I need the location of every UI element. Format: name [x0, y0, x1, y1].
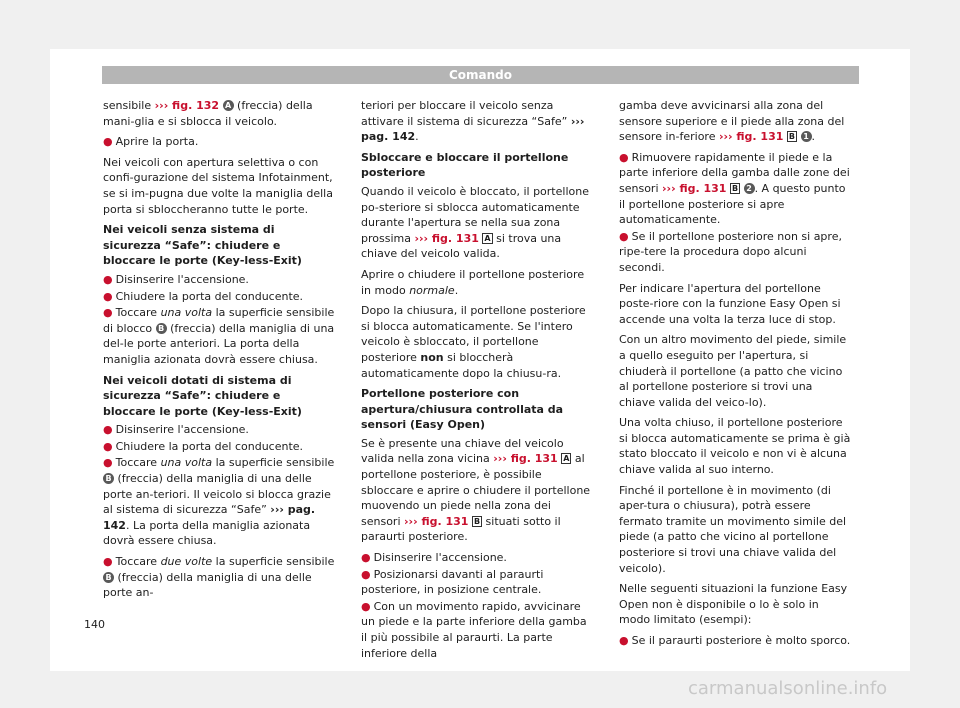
- paragraph: Nei veicoli con apertura selettiva o con confi-gurazione del sistema Infotainment, se si im-pugna due volte la maniglia della porta si sbloccheranno tutte le porte.: [103, 155, 333, 216]
- figure-letter-tag: A: [484, 233, 491, 243]
- callout-badge: B: [103, 572, 114, 583]
- bullet-item: ● Chiudere la porta del conducente.: [103, 439, 304, 453]
- figure-letter-tag: B: [788, 132, 796, 142]
- paragraph: gamba deve avvicinarsi alla zona del sensore superiore e il piede alla zona del sensore in-feriore ››› fig. 131 B 1 .: [619, 99, 845, 144]
- bullet-icon: ●: [361, 567, 371, 581]
- callout-badge: A: [223, 100, 234, 111]
- bullet-item: ● Toccare due volte la superficie sensibile B (freccia) della maniglia di una delle porte an-: [103, 555, 335, 600]
- figure-link[interactable]: ››› fig. 131: [404, 514, 469, 528]
- paragraph: Aprire o chiudere il portellone posteriore in modo normale.: [361, 267, 585, 297]
- bullet-icon: ●: [103, 439, 113, 453]
- subheading: Portellone posteriore con apertura/chiusura controllata da sensori (Easy Open): [361, 387, 564, 432]
- figure-link[interactable]: ››› fig. 131: [493, 452, 558, 466]
- paragraph: Quando il veicolo è bloccato, il portellone po-steriore si sblocca automaticamente durante l'apertura se nella sua zona prossima ››› fig. 131 A si trova una chiave del veicolo valida.: [361, 184, 589, 261]
- bullet-item: ● Posizionarsi davanti al paraurti posteriore, in posizione centrale.: [361, 567, 544, 597]
- figure-link[interactable]: ››› fig. 131: [662, 181, 727, 195]
- page-link[interactable]: ››› pag. 142: [103, 503, 316, 532]
- figure-letter-tag: B: [731, 183, 739, 193]
- bullet-item: ● Aprire la porta.: [103, 135, 199, 149]
- paragraph: Nelle seguenti situazioni la funzione Easy Open non è disponibile o lo è solo in modo limitato (esempi):: [619, 582, 848, 627]
- figure-link[interactable]: ››› fig. 131: [414, 231, 479, 245]
- bullet-item: ● Disinserire l'accensione.: [103, 423, 249, 437]
- bullet-icon: ●: [103, 423, 113, 437]
- bullet-icon: ●: [361, 599, 371, 613]
- callout-badge: B: [103, 473, 114, 484]
- column-3: [619, 98, 851, 654]
- bullet-item: ● Toccare una volta la superficie sensibile di blocco B (freccia) della maniglia di una del-le porte anteriori. La porta della maniglia azionata dovrà essere chiusa.: [103, 306, 335, 366]
- figure-link[interactable]: ››› fig. 132: [154, 99, 220, 112]
- bullet-item: ● Toccare una volta la superficie sensibile B (freccia) della maniglia di una delle porte an-teriori. Il veicolo si blocca grazie al sistema di sicurezza “Safe” ››› pag. 142. La porta della maniglia azionata dovrà essere chiusa.: [103, 456, 335, 548]
- subheading: Nei veicoli dotati di sistema di sicurezza “Safe”: chiudere e bloccare le porte (Key-less-Exit): [103, 373, 302, 418]
- bullet-icon: ●: [619, 229, 629, 243]
- bullet-icon: ●: [103, 289, 113, 303]
- column-1: [103, 98, 335, 606]
- bullet-icon: ●: [103, 555, 113, 569]
- bullet-icon: ●: [103, 306, 113, 320]
- page-number: 140: [84, 618, 105, 631]
- bullet-item: ● Chiudere la porta del conducente.: [103, 289, 304, 303]
- bullet-icon: ●: [619, 634, 629, 647]
- bullet-item: ● Se il paraurti posteriore è molto sporco.: [619, 634, 851, 647]
- watermark: carmanualsonline.info: [688, 678, 888, 699]
- figure-link[interactable]: ››› fig. 131: [718, 130, 784, 144]
- subheading: Sbloccare e bloccare il portellone posteriore: [361, 150, 569, 180]
- callout-badge: B: [156, 323, 167, 334]
- bullet-icon: ●: [103, 272, 113, 286]
- bullet-item: ● Con un movimento rapido, avvicinare un piede e la parte inferiore della gamba il più possibile al paraurti. La parte inferiore della: [361, 599, 587, 660]
- paragraph: Per indicare l'apertura del portellone poste-riore con la funzione Easy Open si accende una volta la terza luce di stop.: [619, 281, 841, 326]
- bullet-item: ● Rimuovere rapidamente il piede e la parte inferiore della gamba dalle zone dei sensori ››› fig. 131 B 2 . A questo punto il portellone posteriore si apre automaticamente.: [619, 150, 850, 227]
- callout-badge: 2: [744, 183, 755, 194]
- paragraph: Finché il portellone è in movimento (di aper-tura o chiusura), potrà essere fermato tramite un movimento simile del piede (a patto che vicino al portellone posteriore si trovi una chiave valida del veicolo).: [619, 483, 847, 575]
- bullet-item: ● Disinserire l'accensione.: [103, 272, 249, 286]
- column-2: [361, 98, 593, 666]
- bullet-icon: ●: [361, 551, 371, 565]
- paragraph: Se è presente una chiave del veicolo valida nella zona vicina ››› fig. 131 A al portellone posteriore, è possibile sbloccare e aprire o chiudere il portellone muovendo un piede nella zona dei sensori ››› fig. 131 B situati sotto il paraurti posteriore.: [361, 436, 591, 544]
- subheading: Nei veicoli senza sistema di sicurezza “Safe”: chiudere e bloccare le porte (Key-less-Exit): [103, 223, 302, 268]
- paragraph: sensibile ››› fig. 132 A (freccia) della mani-glia e si sblocca il veicolo.: [103, 99, 313, 128]
- section-header: Comando: [102, 66, 859, 84]
- page-link[interactable]: ››› pag. 142: [361, 114, 585, 144]
- figure-letter-tag: A: [563, 454, 570, 464]
- bullet-icon: ●: [103, 135, 113, 149]
- paragraph: Una volta chiuso, il portellone posteriore si blocca automaticamente se prima è già stato bloccato il veicolo e non vi è alcuna chiave valida al suo interno.: [619, 416, 851, 477]
- bullet-icon: ●: [103, 456, 113, 470]
- bullet-item: ● Disinserire l'accensione.: [361, 551, 507, 565]
- figure-letter-tag: B: [473, 516, 481, 526]
- callout-badge: 1: [801, 131, 812, 142]
- bullet-item: ● Se il portellone posteriore non si apre, ripe-tere la procedura dopo alcuni secondi.: [619, 229, 842, 274]
- paragraph: Con un altro movimento del piede, simile a quello eseguito per l'apertura, si chiuderà il portellone (a patto che vicino al portellone posteriore si trovi una chiave valida del veico-lo).: [619, 333, 847, 409]
- paragraph: Dopo la chiusura, il portellone posteriore si blocca automaticamente. Se l'intero veicolo è sbloccato, il portellone posteriore non si bloccherà automaticamente dopo la chiusu-ra.: [361, 304, 586, 380]
- paragraph: teriori per bloccare il veicolo senza attivare il sistema di sicurezza “Safe” ››› pag. 142.: [361, 99, 585, 144]
- bullet-icon: ●: [619, 150, 629, 164]
